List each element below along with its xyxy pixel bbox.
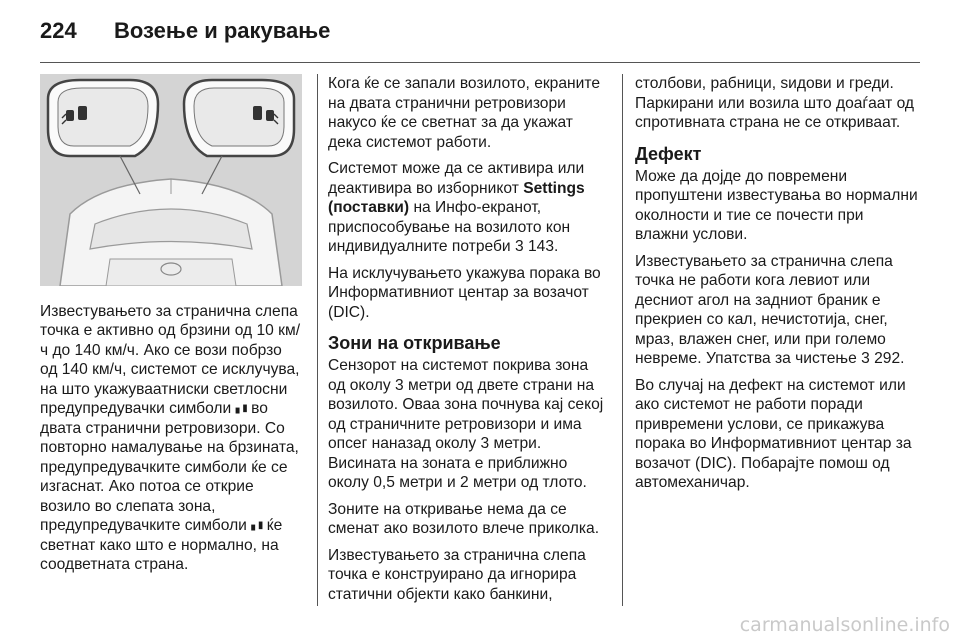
paragraph: столбови, рабници, ѕидови и греди. Паркирани или возила што доаѓаат од спротивната страна не се откриваат.	[635, 75, 915, 131]
paragraph: Системот може да се активира или деактивира во изборникот Settings (поставки) на Инфо-екранот, приспособување на возилото кон индивидуалните потреби 3 143.	[328, 160, 585, 255]
column-divider	[622, 74, 623, 606]
column-3	[635, 74, 919, 500]
page-header	[40, 18, 920, 54]
paragraph: Известувањето за странична слепа точка не работи кога левиот или десниот агол на задниот браник е прекриен со кал, нечистотија, снег, мраз, влажен снег, или при големо невреме. Упатства за чистење 3 292.	[635, 252, 905, 367]
blind-spot-warning-icon: ▖▮	[235, 403, 247, 414]
section-heading: Зони на откривање	[328, 333, 501, 353]
paragraph: Зоните на откривање нема да се сменат ако возилото влече приколка.	[328, 500, 600, 537]
watermark: carmanualsonline.info	[739, 614, 950, 636]
paragraph: На исклучувањето укажува порака во Информативниот центар за возачот (DIC).	[328, 264, 601, 321]
settings-menu-label: Settings (поставки)	[328, 179, 585, 216]
mirror-illustration	[40, 74, 302, 286]
paragraph: Известувањето за странична слепа точка е конструирано да игнорира статични објекти како банкини,	[328, 546, 586, 603]
page-title: Возење и ракување	[114, 18, 331, 43]
column-divider	[317, 74, 318, 606]
header-rule	[40, 62, 920, 63]
paragraph: Може да дојде до повремени пропуштени известувања во нормални околности и тие се почести при влажни услови.	[635, 167, 918, 243]
caption-paragraph: Известувањето за странична слепа точка е активно од брзини од 10 км/ч до 140 км/ч. Ако се вози побрзо од 140 км/ч, системот се исклучува, на што укажуваатниски светлосни предупредувачки симболи ▖▮ во двата странични ретровизори. Со повторно намалување на брзината, предупредувачките симболи ќе се изгаснат. Ако потоа се открие возило во слепата зона, предупредувачките симболи ▖▮ ќе светнат како што е нормално, на соодветната страна.	[40, 302, 301, 573]
paragraph: Во случај на дефект на системот или ако системот не работи поради привремени услови, се прикажува порака во Информативниот центар за возачот (DIC). Побарајте помош од автомеханичар.	[635, 376, 912, 491]
page-reference: 3 143.	[514, 238, 559, 255]
page-number: 224	[40, 18, 77, 43]
page-reference: 3 292.	[861, 350, 905, 367]
column-2	[328, 74, 604, 611]
blind-spot-warning-icon: ▖▮	[251, 520, 263, 531]
section-heading: Дефект	[635, 143, 702, 164]
paragraph: Сензорот на системот покрива зона од околу 3 метри од двете страни на возилото. Оваа зона почнува кај секој од страничните ретровизори и има опсег наназад околу 3 метри. Висината на зоната е приближно околу 0,5 метри и 2 метри од тлото.	[328, 357, 604, 491]
column-1	[40, 74, 302, 582]
paragraph: Кога ќе се запали возилото, екраните на двата странични ретровизори накусо ќе се светнат за да укажат дека системот работи.	[328, 75, 600, 151]
